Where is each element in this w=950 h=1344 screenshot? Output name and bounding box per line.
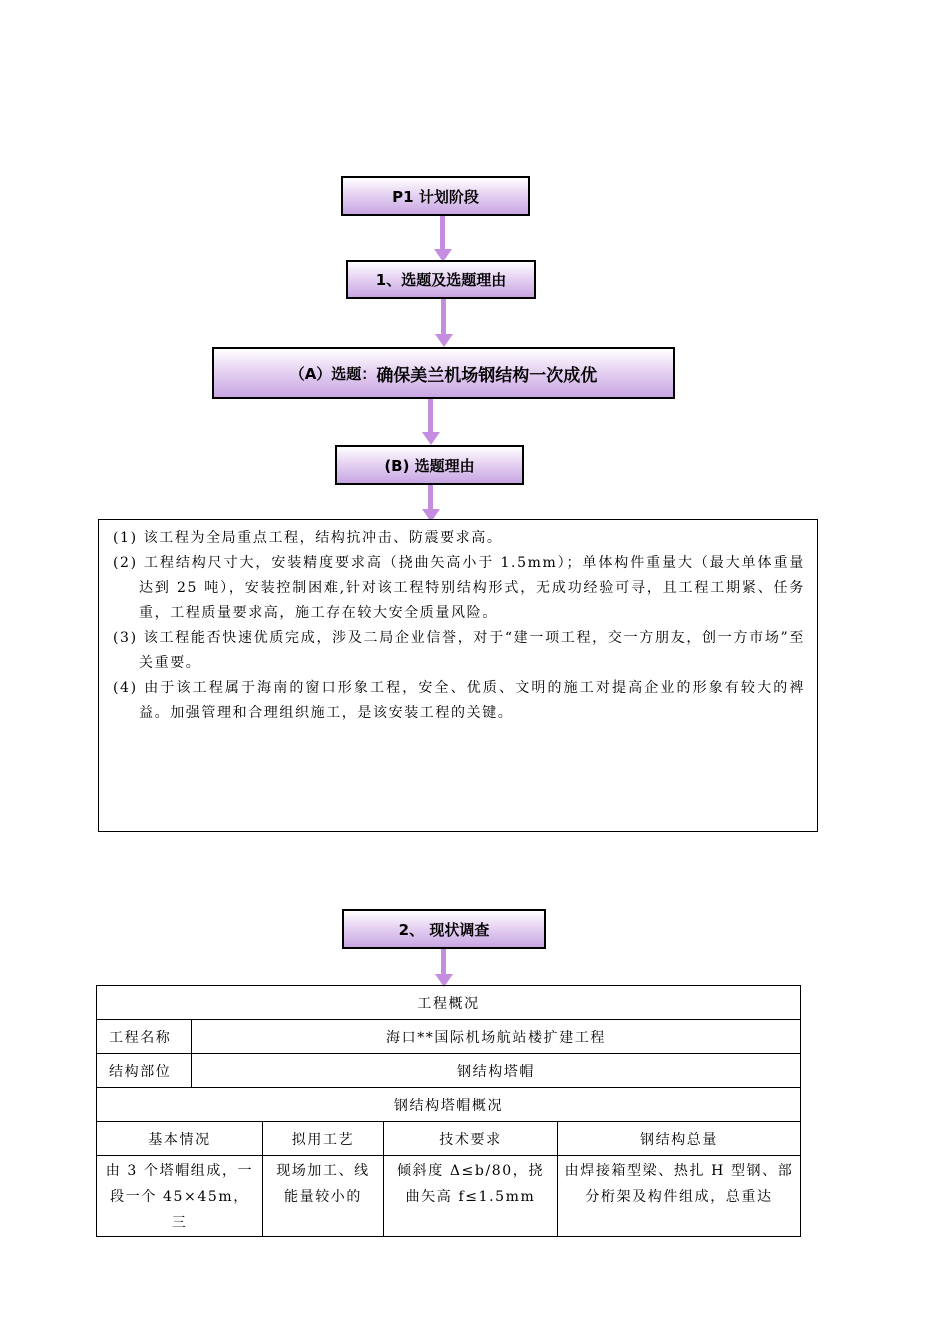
reasons-box — [98, 519, 818, 832]
tower-overview-title: 钢结构塔帽概况 — [97, 1088, 801, 1122]
reason-item-1: (1) 该工程为全局重点工程，结构抗冲击、防震要求高。 — [113, 530, 503, 546]
flow-arrow-2 — [441, 299, 446, 335]
reason-item-4: (4) 由于该工程属于海南的窗口形象工程，安全、优质、文明的施工对提高企业的形象有较大的裨益。加强管理和合理组织施工，是该安装工程的关键。 — [113, 680, 805, 721]
reason-item-3: (3) 该工程能否快速优质完成，涉及二局企业信誉，对于“建一项工程，交一方朋友，创一方市场”至关重要。 — [113, 630, 805, 671]
project-name-label: 工程名称 — [97, 1020, 192, 1054]
flow-arrow-4 — [428, 485, 433, 510]
flow-arrow-1 — [440, 216, 445, 250]
reason-title-box — [335, 445, 524, 485]
table-row — [97, 1088, 801, 1122]
topic-selection-title: 1、选题及选题理由 — [375, 271, 507, 289]
flow-arrow-5 — [441, 949, 446, 975]
status-survey-box — [342, 909, 546, 949]
table-cell: 现场加工、线能量较小的 — [263, 1156, 384, 1237]
table-row — [97, 1054, 801, 1088]
project-overview-table — [96, 985, 801, 1237]
reason-title: (B) 选题理由 — [384, 456, 475, 475]
table-row — [97, 1156, 801, 1237]
table-header-row — [97, 1122, 801, 1156]
status-survey-title: 2、 现状调查 — [398, 920, 490, 939]
topic-title: 确保美兰机场钢结构一次成优 — [376, 365, 598, 386]
topic-box — [212, 347, 675, 399]
table-row — [97, 1020, 801, 1054]
p1-plan-stage-box — [341, 176, 530, 216]
column-header: 钢结构总量 — [558, 1122, 801, 1156]
structure-value: 钢结构塔帽 — [192, 1054, 801, 1088]
flow-arrow-3 — [428, 399, 433, 433]
table-row — [97, 986, 801, 1020]
p1-plan-stage-title: P1 计划阶段 — [392, 187, 479, 206]
structure-label: 结构部位 — [97, 1054, 192, 1088]
table-cell: 由焊接箱型梁、热扎 H 型钢、部分桁架及构件组成，总重达 — [558, 1156, 801, 1237]
reason-item-2: (2) 工程结构尺寸大，安装精度要求高（挠曲矢高小于 1.5mm）；单体构件重量大（最大单体重量达到 25 吨），安装控制困难,针对该工程特别结构形式，无成功经验可寻，且工程工期紧、任务重，工程质量要求高，施工存在较大安全质量风险。 — [113, 555, 805, 621]
column-header: 技术要求 — [384, 1122, 558, 1156]
topic-prefix: （A）选题： — [289, 364, 377, 383]
project-name-value: 海口**国际机场航站楼扩建工程 — [192, 1020, 801, 1054]
column-header: 拟用工艺 — [263, 1122, 384, 1156]
table-cell: 倾斜度 Δ≤b/80，挠曲矢高 f≤1.5mm — [384, 1156, 558, 1237]
table-cell: 由 3 个塔帽组成，一段一个 45×45m，三 — [97, 1156, 263, 1237]
overview-title: 工程概况 — [97, 986, 801, 1020]
topic-selection-box — [346, 260, 536, 299]
column-header: 基本情况 — [97, 1122, 263, 1156]
